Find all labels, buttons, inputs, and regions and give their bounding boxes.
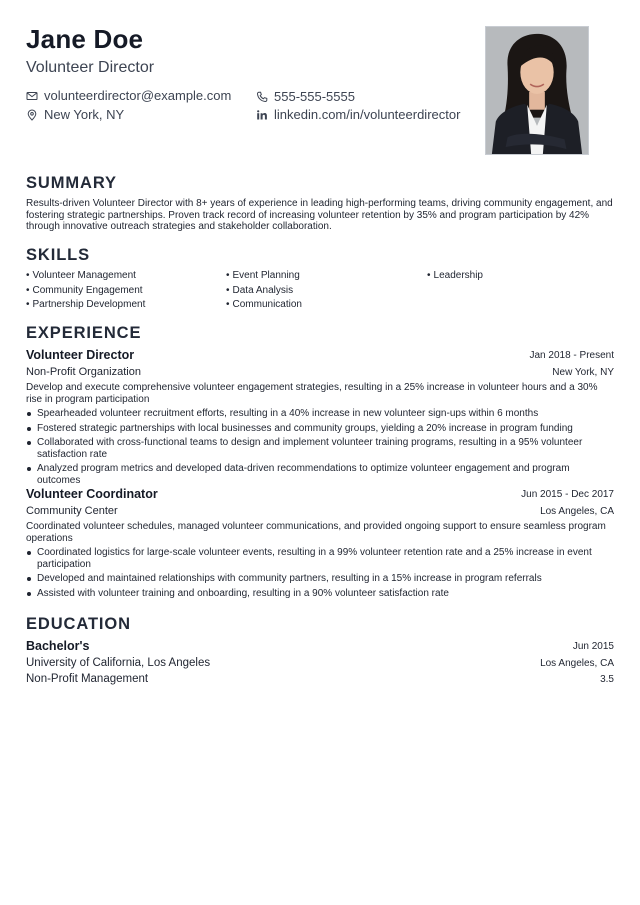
list-item: Analyzed program metrics and developed data-driven recommendations to optimize volunteer engagement and program outcomes bbox=[26, 463, 606, 486]
contact-location-text: New York, NY bbox=[44, 107, 125, 122]
skill-item: • Leadership bbox=[427, 270, 483, 281]
skill-item: • Communication bbox=[226, 299, 302, 310]
gpa: 3.5 bbox=[600, 674, 614, 685]
list-item: Coordinated logistics for large-scale volunteer events, resulting in a 99% volunteer retention rate and a 25% increase in event participation bbox=[26, 547, 606, 570]
summary-text: Results-driven Volunteer Director with 8+ years of experience in leading high-performing teams, driving community engagement, and fostering strategic partnerships. Proven track record of increasing volunteer retention by 35% and program participation by 42% through innovative outreach strategies and stakeholder collaboration. bbox=[26, 198, 613, 233]
list-item: Collaborated with cross-functional teams to design and implement volunteer training programs, resulting in a 95% volunteer satisfaction rate bbox=[26, 437, 606, 460]
job-dates: Jun 2015 - Dec 2017 bbox=[521, 489, 614, 500]
skill-item: • Partnership Development bbox=[26, 299, 145, 310]
education-heading: EDUCATION bbox=[26, 615, 131, 633]
contact-phone-text: 555-555-5555 bbox=[274, 89, 355, 104]
mail-icon bbox=[26, 90, 38, 102]
contact-linkedin[interactable] bbox=[256, 107, 460, 122]
contact-phone[interactable] bbox=[256, 89, 355, 104]
degree: Bachelor's bbox=[26, 639, 90, 653]
education-date: Jun 2015 bbox=[572, 641, 614, 652]
contact-email[interactable] bbox=[26, 88, 231, 103]
job-organization: Community Center bbox=[26, 505, 118, 517]
job-bullets bbox=[26, 408, 606, 490]
phone-icon bbox=[256, 91, 268, 103]
school-location: Los Angeles, CA bbox=[540, 658, 614, 669]
job-organization: Non-Profit Organization bbox=[26, 366, 141, 378]
profile-photo bbox=[485, 26, 589, 155]
contact-email-text: volunteerdirector@example.com bbox=[44, 88, 232, 103]
job-location: New York, NY bbox=[552, 367, 614, 378]
job-location: Los Angeles, CA bbox=[540, 506, 614, 517]
skill-item: • Volunteer Management bbox=[26, 270, 136, 281]
list-item: Fostered strategic partnerships with local businesses and community groups, yielding a 20% increase in program funding bbox=[26, 423, 606, 435]
contact-linkedin-text: linkedin.com/in/volunteerdirector bbox=[274, 107, 461, 122]
job-title: Volunteer Director bbox=[26, 348, 135, 362]
map-pin-icon bbox=[26, 109, 38, 121]
candidate-name: Jane Doe bbox=[26, 24, 144, 54]
job-title: Volunteer Coordinator bbox=[26, 487, 158, 501]
job-dates: Jan 2018 - Present bbox=[529, 350, 614, 361]
skill-item: • Event Planning bbox=[226, 270, 300, 281]
job-description: Coordinated volunteer schedules, managed volunteer communications, and provided ongoing support to ensure seamless program operations bbox=[26, 521, 606, 544]
experience-heading: EXPERIENCE bbox=[26, 324, 142, 342]
job-description: Develop and execute comprehensive volunteer engagement strategies, resulting in a 25% increase in volunteer hours and a 30% rise in program participation bbox=[26, 382, 598, 405]
contact-location bbox=[26, 107, 124, 122]
skill-item: • Data Analysis bbox=[226, 285, 293, 296]
list-item: Developed and maintained relationships with community partners, resulting in a 15% increase in program referrals bbox=[26, 573, 606, 585]
linkedin-icon bbox=[256, 109, 268, 121]
field-of-study: Non-Profit Management bbox=[26, 673, 149, 685]
list-item: Spearheaded volunteer recruitment efforts, resulting in a 40% increase in new volunteer sign-ups within 6 months bbox=[26, 408, 606, 420]
school-name: University of California, Los Angeles bbox=[26, 657, 211, 669]
job-bullets bbox=[26, 547, 606, 602]
list-item: Assisted with volunteer training and onboarding, resulting in a 90% volunteer satisfaction rate bbox=[26, 588, 606, 600]
skill-item: • Community Engagement bbox=[26, 285, 143, 296]
candidate-title: Volunteer Director bbox=[26, 59, 155, 76]
skills-heading: SKILLS bbox=[26, 246, 91, 264]
summary-heading: SUMMARY bbox=[26, 174, 117, 192]
